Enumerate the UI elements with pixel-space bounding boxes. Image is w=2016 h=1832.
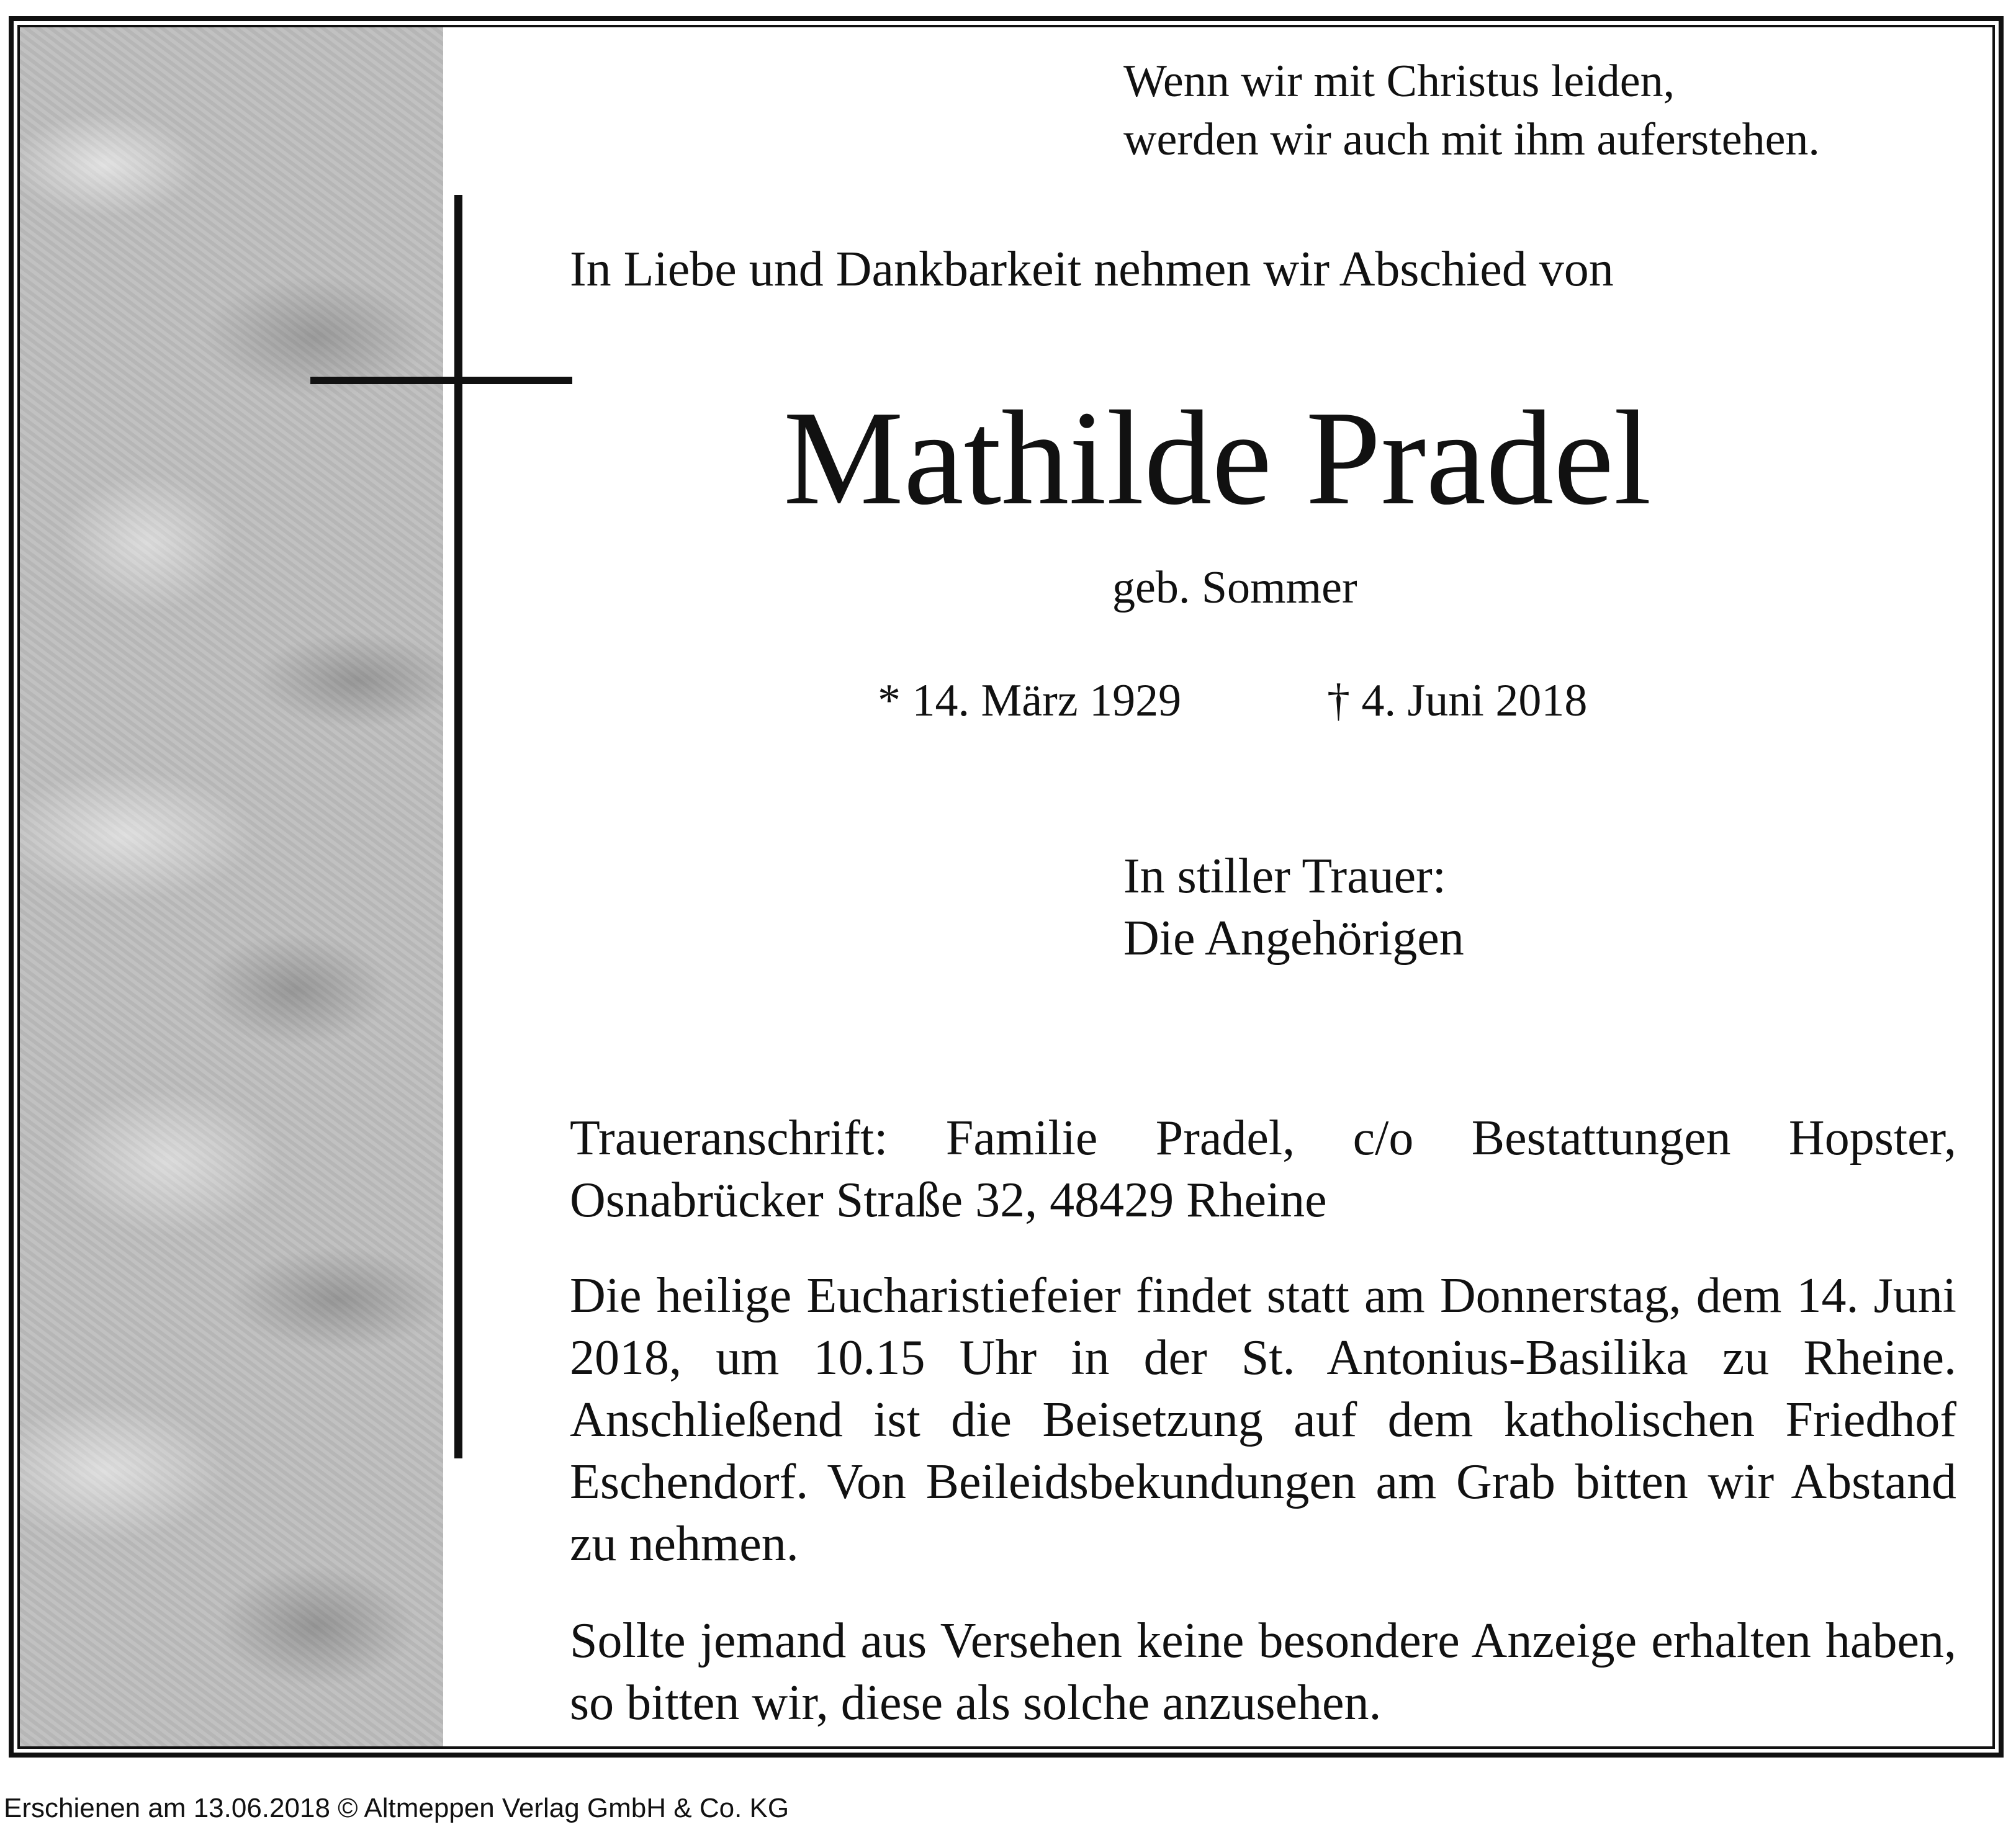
mourners-line-1: In stiller Trauer: bbox=[1123, 849, 1446, 904]
obituary-notice bbox=[17, 25, 1995, 1749]
closing-note: Sollte jemand aus Versehen keine besondere Anzeige erhalten haben, so bitten wir, diese als solche anzusehen. bbox=[570, 1614, 1956, 1730]
marble-panel bbox=[20, 27, 443, 1746]
mourners-signature bbox=[1123, 845, 1464, 969]
mourning-address: Traueranschrift: Familie Pradel, c/o Bestattungen Hopster, Osnabrücker Straße 32, 48429 Rheine bbox=[570, 1111, 1956, 1228]
cross-icon-horizontal-bar bbox=[310, 377, 572, 384]
bible-verse-line-1: Wenn wir mit Christus leiden, bbox=[1123, 56, 1675, 107]
cross-icon-vertical-bar bbox=[454, 195, 462, 1458]
funeral-service-info: Die heilige Eucharistiefeier findet statt am Donnerstag, dem 14. Juni 2018, um 10.15 Uhr in der St. Antonius-Basilika zu Rheine. Anschließend ist die Beisetzung auf dem katholischen Friedhof Eschendorf. Von Beileidsbekundungen am Grab bitten wir Abstand zu nehmen. bbox=[570, 1268, 1956, 1571]
bible-verse-line-2: werden wir auch mit ihm auferstehen. bbox=[1123, 114, 1820, 165]
bible-verse bbox=[1123, 52, 1820, 169]
publication-footer: Erschienen am 13.06.2018 © Altmeppen Verlag GmbH & Co. KG bbox=[4, 1793, 790, 1823]
deceased-name: Mathilde Pradel bbox=[783, 384, 1652, 533]
mourners-line-2: Die Angehörigen bbox=[1123, 911, 1464, 966]
farewell-intro: In Liebe und Dankbarkeit nehmen wir Abschied von bbox=[570, 242, 1614, 297]
death-date: † 4. Juni 2018 bbox=[1327, 675, 1588, 726]
maiden-name: geb. Sommer bbox=[1112, 562, 1357, 613]
birth-date: * 14. März 1929 bbox=[878, 675, 1182, 726]
